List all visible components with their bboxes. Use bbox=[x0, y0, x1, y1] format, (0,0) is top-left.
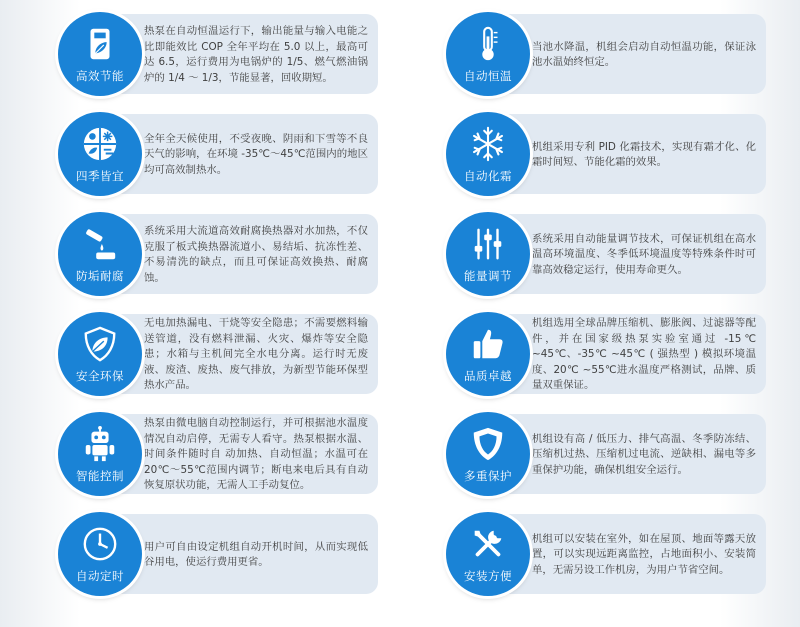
feature-badge bbox=[446, 112, 530, 196]
feature-description: 全年全天候使用，不受夜晚、阴雨和下雪等不良天气的影响，在环境 -35℃～45℃范围内的地区均可高效制热水。 bbox=[144, 132, 368, 176]
feature-description: 系统采用自动能量调节技术，可保证机组在高水温高环境温度、冬季低环境温度等特殊条件时可靠高效稳定运行，使用寿命更久。 bbox=[532, 232, 756, 276]
feature-item bbox=[446, 112, 766, 196]
feature-title: 品质卓越 bbox=[464, 368, 512, 383]
feature-item bbox=[446, 412, 766, 496]
tools-icon bbox=[469, 525, 507, 563]
feature-title: 四季皆宜 bbox=[76, 168, 124, 183]
feature-item bbox=[58, 312, 378, 396]
feature-item bbox=[58, 112, 378, 196]
feature-title: 自动定时 bbox=[76, 568, 124, 583]
anti-scale-icon bbox=[81, 225, 119, 263]
feature-description: 机组采用专利 PID 化霜技术，实现有霜才化、化霜时间短、节能化霜的效果。 bbox=[532, 140, 756, 168]
feature-item bbox=[58, 412, 378, 496]
feature-badge bbox=[58, 212, 142, 296]
feature-item bbox=[446, 512, 766, 596]
feature-badge bbox=[58, 412, 142, 496]
feature-title: 安全环保 bbox=[76, 368, 124, 383]
feature-item bbox=[446, 312, 766, 396]
clock-icon bbox=[81, 525, 119, 563]
feature-item bbox=[58, 212, 378, 296]
feature-title: 能量调节 bbox=[464, 268, 512, 283]
left-feature-column bbox=[58, 12, 378, 612]
shield-icon bbox=[469, 425, 507, 463]
feature-title: 防垢耐腐 bbox=[76, 268, 124, 283]
feature-title: 安装方便 bbox=[464, 568, 512, 583]
feature-badge bbox=[58, 12, 142, 96]
feature-item bbox=[446, 212, 766, 296]
right-feature-column bbox=[446, 12, 766, 612]
feature-badge bbox=[446, 512, 530, 596]
feature-description: 系统采用大流道高效耐腐换热器对水加热，不仅克服了板式换热器流道小、易结垢、抗冻性差、不易清洗的缺点，而且可保证高效换热、耐腐蚀。 bbox=[144, 225, 368, 284]
feature-badge bbox=[446, 312, 530, 396]
feature-description: 用户可自由设定机组自动开机时间，从而实现低谷用电，使运行费用更省。 bbox=[144, 540, 368, 568]
feature-description: 机组设有高 / 低压力、排气高温、冬季防冻结、压缩机过热、压缩机过电流、逆缺相、漏电等多重保护功能，确保机组安全运行。 bbox=[532, 432, 756, 476]
feature-description: 热泵在自动恒温运行下，输出能量与输入电能之比即能效比 COP 全年平均在 5.0 以上，最高可达 6.5，运行费用为电锅炉的 1/5、燃气燃油锅炉的 1/4 ～ 1/3，节能显著，回收期短。 bbox=[144, 25, 368, 84]
feature-badge bbox=[446, 12, 530, 96]
feature-title: 高效节能 bbox=[76, 68, 124, 83]
thumbs-up-icon bbox=[469, 325, 507, 363]
feature-title: 多重保护 bbox=[464, 468, 512, 483]
feature-item bbox=[58, 12, 378, 96]
feature-badge bbox=[446, 412, 530, 496]
thermometer-icon bbox=[469, 25, 507, 63]
sliders-icon bbox=[469, 225, 507, 263]
robot-icon bbox=[81, 425, 119, 463]
feature-badge bbox=[58, 112, 142, 196]
feature-badge bbox=[446, 212, 530, 296]
feature-title: 自动化霜 bbox=[464, 168, 512, 183]
feature-item bbox=[58, 512, 378, 596]
feature-description: 机组选用全球品牌压缩机、膨胀阀、过滤器等配件，并在国家级热泵实验室通过 -15℃ ~45℃、-35℃ ~45℃ ( 强热型 ) 模拟环境温度、20℃ ~55℃进水温度严格测试，品牌、质量双重保证。 bbox=[532, 317, 756, 392]
feature-description: 当池水降温，机组会启动自动恒温功能，保证泳池水温始终恒定。 bbox=[532, 40, 756, 68]
snowflake-icon bbox=[469, 125, 507, 163]
feature-title: 自动恒温 bbox=[464, 68, 512, 83]
feature-badge bbox=[58, 312, 142, 396]
feature-title: 智能控制 bbox=[76, 468, 124, 483]
efficiency-icon bbox=[81, 25, 119, 63]
four-seasons-icon bbox=[81, 125, 119, 163]
feature-badge bbox=[58, 512, 142, 596]
shield-leaf-icon bbox=[81, 325, 119, 363]
feature-description: 机组可以安装在室外，如在屋顶、地面等露天放置，可以实现远距离监控，占地面积小、安装简单，无需另设工作机房，为用户节省空间。 bbox=[532, 532, 756, 576]
feature-description: 无电加热漏电、干烧等安全隐患；不需要燃料输送管道，没有燃料泄漏、火灾、爆炸等安全隐患；水箱与主机间完全水电分离。运行时无废液、废渣、废热、废气排放，为新型节能环保型热水产品。 bbox=[144, 317, 368, 392]
feature-item bbox=[446, 12, 766, 96]
feature-description: 热泵由微电脑自动控制运行，并可根据池水温度情况自动启停，无需专人看守。热泵根据水温、时间条件随时自 动加热、自动恒温；水温可在 20℃～55℃范围内调节；断电来电后具有自动恢复原状功能，无需人工手动复位。 bbox=[144, 417, 368, 492]
